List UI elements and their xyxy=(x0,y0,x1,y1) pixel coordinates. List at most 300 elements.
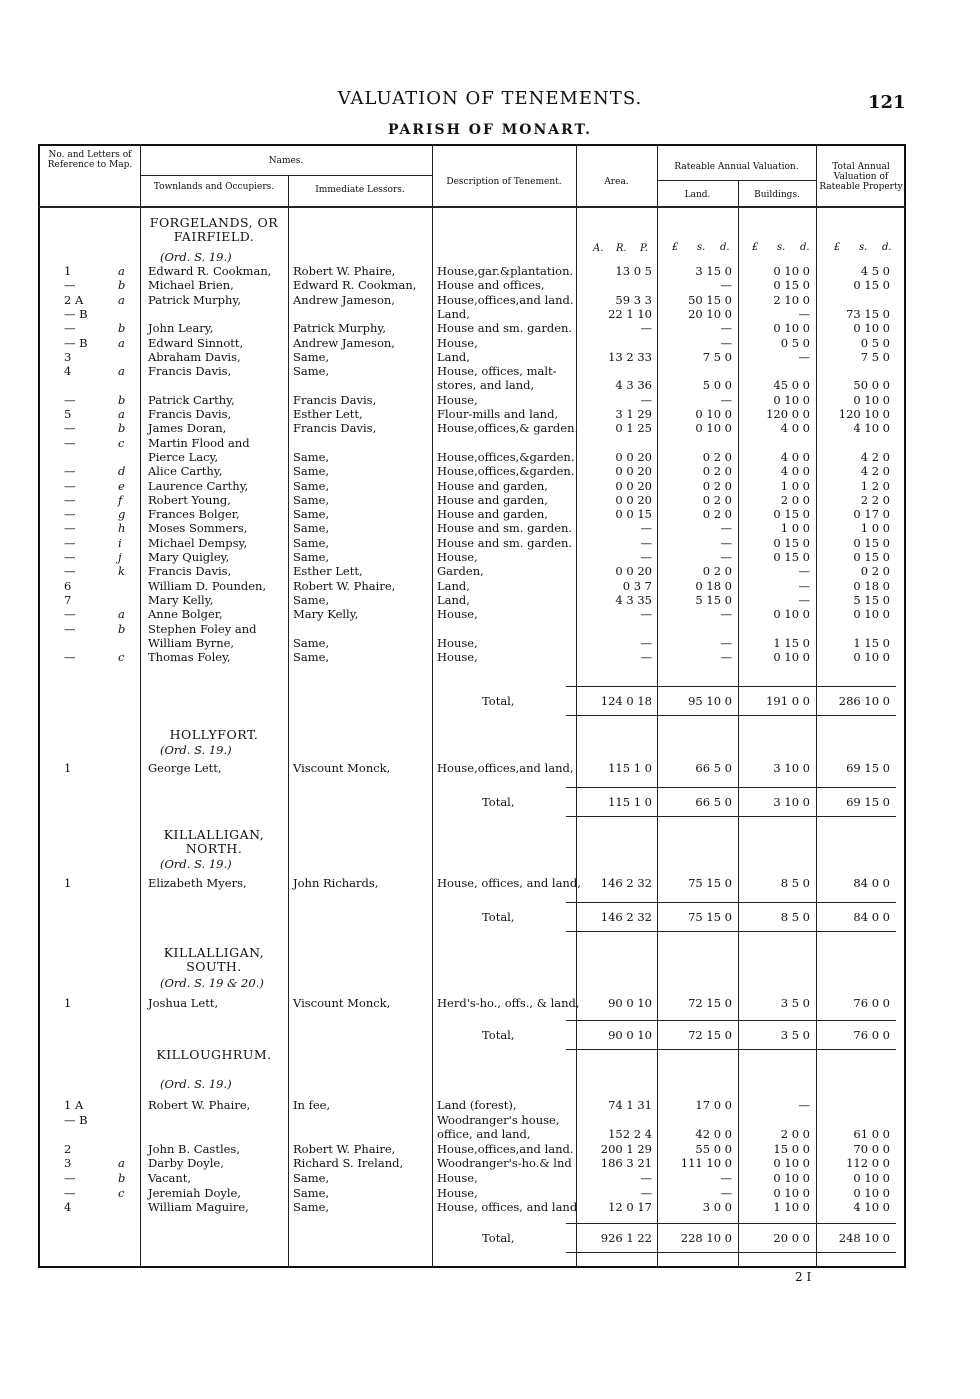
total-valuation: 50 0 0 xyxy=(853,378,890,393)
total-valuation: 1 0 0 xyxy=(860,521,890,536)
total-label: Total, xyxy=(482,910,515,924)
total-valuation: 7 5 0 xyxy=(860,349,890,364)
tenement-description: House, offices, malt- xyxy=(437,364,557,379)
buildings-valuation: — xyxy=(798,578,810,593)
total-valuation: 4 10 0 xyxy=(853,421,890,436)
area-value: 4 3 36 xyxy=(615,378,652,393)
occupier-name: Francis Davis, xyxy=(148,364,232,379)
total-valuation: 4 2 0 xyxy=(860,449,890,464)
unit-label: s. xyxy=(697,242,706,253)
map-ref-letter: b xyxy=(118,392,126,407)
occupier-name: John Leary, xyxy=(148,321,214,336)
lessor-name: Robert W. Phaire, xyxy=(293,264,396,278)
buildings-valuation: 4 0 0 xyxy=(780,421,810,436)
total-valuation: 1 2 0 xyxy=(860,478,890,493)
tenement-description: Land, xyxy=(437,592,470,607)
tenement-description: House,gar.&plantation. xyxy=(437,264,574,278)
buildings-valuation: 120 0 0 xyxy=(766,407,810,421)
header-rule xyxy=(140,175,432,176)
area-value: — xyxy=(640,535,652,550)
tenement-description: Land, xyxy=(437,306,470,321)
area-value: 12 0 17 xyxy=(608,1200,652,1215)
total-valuation: 0 2 0 xyxy=(860,564,890,579)
section-heading: KILLALLIGAN, NORTH. xyxy=(163,827,265,856)
lessor-name: Same, xyxy=(293,464,330,479)
total-area: 146 2 32 xyxy=(600,910,652,924)
header-area: Area. xyxy=(604,177,629,187)
land-valuation: 55 0 0 xyxy=(695,1141,732,1156)
lessor-name: Same, xyxy=(293,1185,330,1200)
map-ref-number: — xyxy=(64,278,76,293)
lessor-name: Esther Lett, xyxy=(293,564,363,579)
map-ref-number: — xyxy=(64,621,76,636)
col-rule xyxy=(576,144,577,1268)
total-rule xyxy=(566,1223,896,1224)
buildings-valuation: 45 0 0 xyxy=(773,378,810,393)
lessor-name: Viscount Monck, xyxy=(293,761,391,775)
map-ref-letter: c xyxy=(118,435,125,450)
total-valuation: 0 15 0 xyxy=(853,278,890,293)
unit-label: £ xyxy=(834,242,841,253)
tenement-description: Land (forest), xyxy=(437,1098,517,1112)
occupier-name: George Lett, xyxy=(148,761,222,775)
map-ref-letter: b xyxy=(118,321,126,336)
map-ref-number: — xyxy=(64,392,76,407)
map-ref-number: — xyxy=(64,1185,76,1200)
unit-label: s. xyxy=(777,242,786,253)
tenement-description: House, xyxy=(437,392,478,407)
buildings-valuation: 1 10 0 xyxy=(773,1200,810,1215)
map-ref-number: — xyxy=(64,550,76,564)
buildings-valuation: 2 10 0 xyxy=(773,292,810,307)
land-valuation: — xyxy=(720,607,732,622)
lessor-name: Andrew Jameson, xyxy=(293,335,395,350)
total-valuation: 70 0 0 xyxy=(853,1141,890,1156)
total-valuation: 4 5 0 xyxy=(860,264,890,278)
tenement-description: stores, and land, xyxy=(437,378,535,393)
total-valuation: 0 10 0 xyxy=(853,1171,890,1185)
land-valuation: — xyxy=(720,335,732,350)
map-ref-number: 1 xyxy=(64,876,72,890)
occupier-name: Francis Davis, xyxy=(148,564,232,579)
tenement-description: House and garden, xyxy=(437,478,548,493)
total-valuation: 84 0 0 xyxy=(853,876,890,890)
buildings-valuation: 0 10 0 xyxy=(773,1156,810,1171)
land-valuation: — xyxy=(720,321,732,336)
total-valuation-sum: 286 10 0 xyxy=(838,694,890,708)
lessor-name: Same, xyxy=(293,507,330,522)
total-valuation: 0 10 0 xyxy=(853,607,890,622)
tenement-description: House, xyxy=(437,635,478,650)
lessor-name: In fee, xyxy=(293,1098,331,1112)
lessor-name: Same, xyxy=(293,478,330,493)
total-label: Total, xyxy=(482,1231,515,1245)
total-rule xyxy=(566,902,896,903)
land-valuation: — xyxy=(720,278,732,293)
col-rule xyxy=(738,180,739,1268)
occupier-name: Patrick Murphy, xyxy=(148,292,242,307)
map-ref-letter: f xyxy=(118,492,123,507)
land-valuation: 0 2 0 xyxy=(702,564,732,579)
area-value: 59 3 3 xyxy=(615,292,652,307)
unit-label: A. xyxy=(593,243,604,254)
map-ref-letter: g xyxy=(118,507,126,522)
area-value: 3 1 29 xyxy=(615,407,652,421)
tenement-description: House, xyxy=(437,550,478,564)
occupier-name: Thomas Foley, xyxy=(148,650,231,665)
buildings-valuation: 0 10 0 xyxy=(773,650,810,665)
occupier-name: Mary Quigley, xyxy=(148,550,230,564)
tenement-description: House,offices,& garden. xyxy=(437,421,579,436)
occupier-name: John B. Castles, xyxy=(148,1141,240,1156)
lessor-name: Andrew Jameson, xyxy=(293,292,395,307)
map-ref-letter: a xyxy=(118,407,125,421)
total-rule xyxy=(566,1020,896,1021)
tenement-description: House,offices,and land, xyxy=(437,761,574,775)
unit-label: R. xyxy=(616,243,627,254)
lessor-name: Edward R. Cookman, xyxy=(293,278,417,293)
land-valuation: 0 10 0 xyxy=(695,421,732,436)
total-rule xyxy=(566,686,896,687)
total-valuation-sum: 248 10 0 xyxy=(838,1231,890,1245)
map-ref-number: 5 xyxy=(64,407,72,421)
area-value: — xyxy=(640,521,652,536)
total-area: 926 1 22 xyxy=(600,1231,652,1245)
land-valuation: — xyxy=(720,521,732,536)
lessor-name: Same, xyxy=(293,592,330,607)
occupier-name: William D. Pounden, xyxy=(148,578,267,593)
col-rule xyxy=(140,144,141,1268)
total-valuation-sum: 76 0 0 xyxy=(853,1028,890,1042)
col-rule xyxy=(432,144,433,1268)
header-description: Description of Tenement. xyxy=(446,177,562,187)
total-land: 228 10 0 xyxy=(680,1231,732,1245)
ordnance-sheet-ref: (Ord. S. 19.) xyxy=(160,743,232,757)
total-valuation: 0 5 0 xyxy=(860,335,890,350)
occupier-name: Mary Kelly, xyxy=(148,592,214,607)
buildings-valuation: 0 10 0 xyxy=(773,1171,810,1185)
area-value: — xyxy=(640,607,652,622)
lessor-name: Same, xyxy=(293,1200,330,1215)
area-value: 186 3 21 xyxy=(600,1156,652,1171)
land-valuation: — xyxy=(720,650,732,665)
buildings-valuation: 0 10 0 xyxy=(773,392,810,407)
occupier-name: Francis Davis, xyxy=(148,407,232,421)
total-area: 90 0 10 xyxy=(608,1028,652,1042)
buildings-valuation: — xyxy=(798,592,810,607)
total-valuation-sum: 84 0 0 xyxy=(853,910,890,924)
tenement-description: House and garden, xyxy=(437,507,548,522)
buildings-valuation: 0 15 0 xyxy=(773,550,810,564)
occupier-name: Robert Young, xyxy=(148,492,231,507)
total-buildings: 8 5 0 xyxy=(780,910,810,924)
land-valuation: 0 18 0 xyxy=(695,578,732,593)
land-valuation: 0 2 0 xyxy=(702,464,732,479)
total-valuation: 76 0 0 xyxy=(853,996,890,1010)
lessor-name: Same, xyxy=(293,449,330,464)
unit-label: P. xyxy=(640,243,648,254)
map-ref-number: 2 xyxy=(64,1141,72,1156)
total-rule xyxy=(566,787,896,788)
total-valuation: 73 15 0 xyxy=(846,306,890,321)
tenement-description: House,offices,and land. xyxy=(437,1141,574,1156)
ordnance-sheet-ref: (Ord. S. 19.) xyxy=(160,250,232,264)
map-ref-letter: b xyxy=(118,421,126,436)
land-valuation: 42 0 0 xyxy=(695,1127,732,1142)
tenement-description: Flour-mills and land, xyxy=(437,407,559,421)
page-title: VALUATION OF TENEMENTS. xyxy=(337,88,643,109)
map-ref-letter: b xyxy=(118,278,126,293)
land-valuation: — xyxy=(720,392,732,407)
map-ref-number: 1 xyxy=(64,761,72,775)
total-rule xyxy=(566,715,896,716)
lessor-name: Richard S. Ireland, xyxy=(293,1156,404,1171)
occupier-name: Frances Bolger, xyxy=(148,507,240,522)
lessor-name: Viscount Monck, xyxy=(293,996,391,1010)
section-heading: KILLOUGHRUM. xyxy=(156,1047,272,1062)
land-valuation: 0 2 0 xyxy=(702,507,732,522)
area-value: 22 1 10 xyxy=(608,306,652,321)
area-value: 13 2 33 xyxy=(608,349,652,364)
section-heading: HOLLYFORT. xyxy=(169,727,259,742)
land-valuation: 17 0 0 xyxy=(695,1098,732,1112)
occupier-name: Patrick Carthy, xyxy=(148,392,235,407)
map-ref-letter: d xyxy=(118,464,126,479)
header-lessors: Immediate Lessors. xyxy=(315,185,405,195)
map-ref-number: 7 xyxy=(64,592,72,607)
map-ref-number: — xyxy=(64,464,76,479)
col-rule xyxy=(657,144,658,1268)
occupier-name: Michael Brien, xyxy=(148,278,234,293)
header-rule xyxy=(38,206,906,208)
area-value: 0 3 7 xyxy=(622,578,652,593)
total-buildings: 3 10 0 xyxy=(773,795,810,809)
total-area: 115 1 0 xyxy=(608,795,652,809)
map-ref-letter: b xyxy=(118,1171,126,1185)
header-rateable: Rateable Annual Valuation. xyxy=(674,162,799,172)
tenement-description: House, xyxy=(437,607,478,622)
map-ref-number: — xyxy=(64,421,76,436)
total-land: 66 5 0 xyxy=(695,795,732,809)
buildings-valuation: — xyxy=(798,349,810,364)
total-rule xyxy=(566,816,896,817)
ordnance-sheet-ref: (Ord. S. 19.) xyxy=(160,1077,232,1091)
land-valuation: 72 15 0 xyxy=(688,996,732,1010)
map-ref-number: 1 A xyxy=(64,1098,84,1112)
map-ref-number: — xyxy=(64,492,76,507)
map-ref-number: 6 xyxy=(64,578,72,593)
unit-label: £ xyxy=(672,242,679,253)
total-valuation: 0 15 0 xyxy=(853,535,890,550)
occupier-name: Laurence Carthy, xyxy=(148,478,249,493)
map-ref-number: — xyxy=(64,607,76,622)
header-land: Land. xyxy=(684,190,711,200)
total-buildings: 3 5 0 xyxy=(780,1028,810,1042)
total-label: Total, xyxy=(482,795,515,809)
map-ref-letter: i xyxy=(118,535,122,550)
tenement-description: Land, xyxy=(437,578,470,593)
tenement-description: Land, xyxy=(437,349,470,364)
total-valuation: 120 10 0 xyxy=(838,407,890,421)
tenement-description: House, xyxy=(437,1185,478,1200)
tenement-description: House and sm. garden. xyxy=(437,535,573,550)
total-label: Total, xyxy=(482,694,515,708)
ordnance-sheet-ref: (Ord. S. 19.) xyxy=(160,857,232,871)
occupier-name: Vacant, xyxy=(148,1171,192,1185)
map-ref-number: — B xyxy=(64,335,88,350)
occupier-name: Jeremiah Doyle, xyxy=(148,1185,241,1200)
total-land: 75 15 0 xyxy=(688,910,732,924)
buildings-valuation: 8 5 0 xyxy=(780,876,810,890)
total-valuation-sum: 69 15 0 xyxy=(846,795,890,809)
header-rule xyxy=(657,180,816,181)
total-rule xyxy=(566,931,896,932)
occupier-name: Edward R. Cookman, xyxy=(148,264,272,278)
occupier-name: Moses Sommers, xyxy=(148,521,248,536)
map-ref-number: 3 xyxy=(64,1156,72,1171)
buildings-valuation: 0 15 0 xyxy=(773,535,810,550)
header-townlands: Townlands and Occupiers. xyxy=(153,182,275,192)
map-ref-letter: j xyxy=(118,550,122,564)
lessor-name: Robert W. Phaire, xyxy=(293,578,396,593)
buildings-valuation: — xyxy=(798,564,810,579)
land-valuation: 5 0 0 xyxy=(702,378,732,393)
map-ref-number: 4 xyxy=(64,364,72,379)
ordnance-sheet-ref: (Ord. S. 19 & 20.) xyxy=(160,976,264,990)
area-value: 13 0 5 xyxy=(615,264,652,278)
buildings-valuation: 3 10 0 xyxy=(773,761,810,775)
lessor-name: Same, xyxy=(293,650,330,665)
area-value: 200 1 29 xyxy=(600,1141,652,1156)
land-valuation: 50 15 0 xyxy=(688,292,732,307)
map-ref-number: — xyxy=(64,564,76,579)
buildings-valuation: — xyxy=(798,1098,810,1112)
lessor-name: Robert W. Phaire, xyxy=(293,1141,396,1156)
map-ref-number: — xyxy=(64,535,76,550)
area-value: — xyxy=(640,1185,652,1200)
buildings-valuation: 3 5 0 xyxy=(780,996,810,1010)
area-value: — xyxy=(640,392,652,407)
occupier-name: Robert W. Phaire, xyxy=(148,1098,251,1112)
land-valuation: — xyxy=(720,635,732,650)
area-value: 115 1 0 xyxy=(608,761,652,775)
buildings-valuation: 2 0 0 xyxy=(780,1127,810,1142)
buildings-valuation: 1 0 0 xyxy=(780,478,810,493)
tenement-description: Garden, xyxy=(437,564,484,579)
occupier-name: Joshua Lett, xyxy=(148,996,219,1010)
area-value: 4 3 35 xyxy=(615,592,652,607)
map-ref-letter: a xyxy=(118,1156,125,1171)
area-value: 0 0 20 xyxy=(615,564,652,579)
tenement-description: House, offices, and land xyxy=(437,1200,578,1215)
area-value: — xyxy=(640,1171,652,1185)
tenement-description: office, and land, xyxy=(437,1127,531,1142)
land-valuation: 111 10 0 xyxy=(680,1156,732,1171)
lessor-name: Same, xyxy=(293,635,330,650)
land-valuation: 20 10 0 xyxy=(688,306,732,321)
tenement-description: House, xyxy=(437,335,478,350)
map-ref-number: — xyxy=(64,521,76,536)
map-ref-letter: a xyxy=(118,264,125,278)
area-value: — xyxy=(640,650,652,665)
buildings-valuation: 0 10 0 xyxy=(773,264,810,278)
buildings-valuation: 0 10 0 xyxy=(773,321,810,336)
lessor-name: Esther Lett, xyxy=(293,407,363,421)
col-rule xyxy=(816,144,817,1268)
header-names: Names. xyxy=(268,156,304,166)
lessor-name: Same, xyxy=(293,521,330,536)
total-valuation: 0 18 0 xyxy=(853,578,890,593)
area-value: 0 0 15 xyxy=(615,507,652,522)
land-valuation: 0 2 0 xyxy=(702,478,732,493)
tenement-description: House, xyxy=(437,650,478,665)
tenement-description: House and garden, xyxy=(437,492,548,507)
tenement-description: House and offices, xyxy=(437,278,545,293)
map-ref-letter: a xyxy=(118,607,125,622)
unit-label: d. xyxy=(800,242,810,253)
occupier-name: Alice Carthy, xyxy=(148,464,223,479)
header-total: Total Annual Valuation of Rateable Property xyxy=(819,162,903,192)
lessor-name: John Richards, xyxy=(293,876,379,890)
tenement-description: House and sm. garden. xyxy=(437,321,573,336)
lessor-name: Same, xyxy=(293,1171,330,1185)
occupier-name: Martin Flood and xyxy=(148,435,250,450)
map-ref-number: 1 xyxy=(64,996,72,1010)
section-heading: FORGELANDS, OR FAIRFIELD. xyxy=(149,215,279,244)
land-valuation: — xyxy=(720,1185,732,1200)
lessor-name: Same, xyxy=(293,535,330,550)
unit-label: d. xyxy=(882,242,892,253)
total-valuation: 0 10 0 xyxy=(853,650,890,665)
area-value: — xyxy=(640,321,652,336)
total-valuation: 0 17 0 xyxy=(853,507,890,522)
land-valuation: 0 2 0 xyxy=(702,449,732,464)
lessor-name: Same, xyxy=(293,492,330,507)
land-valuation: 75 15 0 xyxy=(688,876,732,890)
map-ref-number: — xyxy=(64,1171,76,1185)
total-area: 124 0 18 xyxy=(600,694,652,708)
map-ref-number: — xyxy=(64,478,76,493)
unit-label: d. xyxy=(720,242,730,253)
parish-heading: PARISH OF MONART. xyxy=(387,122,592,138)
total-label: Total, xyxy=(482,1028,515,1042)
total-valuation: 0 10 0 xyxy=(853,1185,890,1200)
area-value: 0 1 25 xyxy=(615,421,652,436)
map-ref-number: — xyxy=(64,650,76,665)
map-ref-number: 1 xyxy=(64,264,72,278)
tenement-description: House and sm. garden. xyxy=(437,521,573,536)
land-valuation: 3 0 0 xyxy=(702,1200,732,1215)
tenement-description: House,offices,and land. xyxy=(437,292,574,307)
total-valuation: 4 10 0 xyxy=(853,1200,890,1215)
occupier-name: William Maguire, xyxy=(148,1200,249,1215)
occupier-name: Edward Sinnott, xyxy=(148,335,244,350)
occupier-name: William Byrne, xyxy=(148,635,235,650)
area-value: 0 0 20 xyxy=(615,478,652,493)
total-buildings: 191 0 0 xyxy=(766,694,810,708)
total-land: 95 10 0 xyxy=(688,694,732,708)
header-ref: No. and Letters of Reference to Map. xyxy=(47,150,133,170)
area-value: 0 0 20 xyxy=(615,464,652,479)
map-ref-letter: h xyxy=(118,521,126,536)
area-value: 152 2 4 xyxy=(608,1127,652,1142)
buildings-valuation: 15 0 0 xyxy=(773,1141,810,1156)
unit-label: s. xyxy=(859,242,868,253)
total-rule xyxy=(566,1049,896,1050)
lessor-name: Francis Davis, xyxy=(293,421,377,436)
map-ref-letter: a xyxy=(118,292,125,307)
map-ref-number: 3 xyxy=(64,349,72,364)
